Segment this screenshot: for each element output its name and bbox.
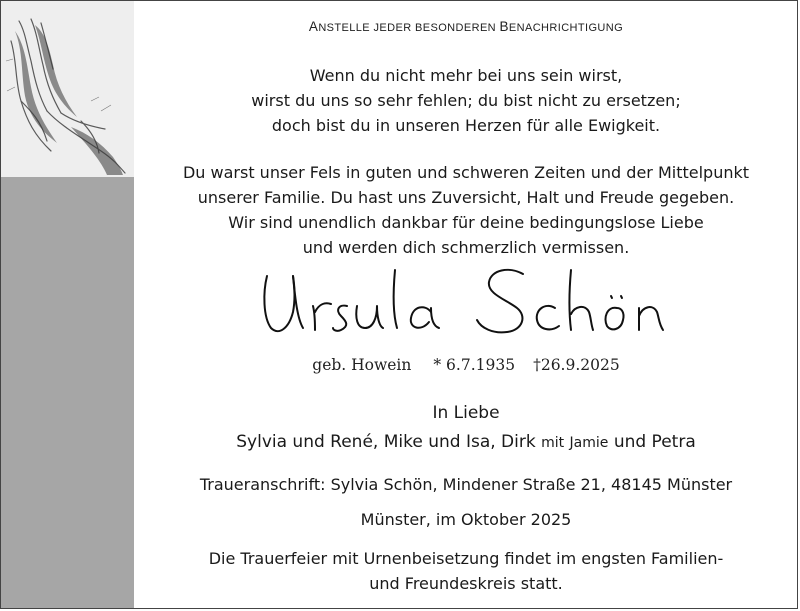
notice-heading-cap-a: A xyxy=(308,19,319,34)
mourners-names-part-1: Sylvia und René, Mike und Isa, Dirk xyxy=(236,432,536,452)
sidebar-band xyxy=(1,177,134,608)
ceremony-line-1: Die Trauerfeier mit Urnenbeisetzung findet im engsten Familien- xyxy=(208,549,724,568)
verse-line-1: Wenn du nicht mehr bei uns sein wirst, xyxy=(309,66,623,85)
life-dates xyxy=(135,356,797,374)
verse-line-3: doch bist du in unseren Herzen für alle Ewigkeit. xyxy=(271,116,661,135)
death-date: †26.9.2025 xyxy=(533,356,620,374)
birth-name: geb. Howein xyxy=(312,356,412,374)
mourners-intro: In Liebe xyxy=(432,403,500,423)
praying-hands-icon xyxy=(1,1,134,177)
deceased-name-signature xyxy=(255,262,685,348)
ceremony-line-2: und Freundeskreis statt. xyxy=(369,574,563,593)
notice-heading xyxy=(135,19,797,34)
notice-heading-small-2: ENACHRICHTIGUNG xyxy=(508,22,624,34)
verse-line-2: wirst du uns so sehr fehlen; du bist nicht zu ersetzen; xyxy=(251,91,681,110)
mourners-names-part-2: Jamie xyxy=(569,435,609,451)
obituary-content xyxy=(135,0,797,609)
mourners-with: mit xyxy=(541,435,565,451)
mourning-address: Traueranschrift: Sylvia Schön, Mindener Straße 21, 48145 Münster xyxy=(199,475,733,494)
praying-hands-image xyxy=(1,1,134,177)
tribute-line-4: und werden dich schmerzlich vermissen. xyxy=(302,238,630,257)
tribute-line-3: Wir sind unendlich dankbar für deine bedingungslose Liebe xyxy=(228,213,704,232)
mourners-names-part-3: und Petra xyxy=(613,432,696,452)
notice-heading-cap-b: B xyxy=(499,19,509,34)
mourners-names xyxy=(135,432,797,452)
tribute-line-2: unserer Familie. Du hast uns Zuversicht, Halt und Freude gegeben. xyxy=(197,188,735,207)
tribute-line-1: Du warst unser Fels in guten und schweren Zeiten und der Mittelpunkt xyxy=(182,163,750,182)
place-date: Münster, im Oktober 2025 xyxy=(360,510,572,529)
birth-date: * 6.7.1935 xyxy=(433,356,516,374)
notice-heading-small-1: NSTELLE JEDER BESONDEREN xyxy=(318,22,500,34)
